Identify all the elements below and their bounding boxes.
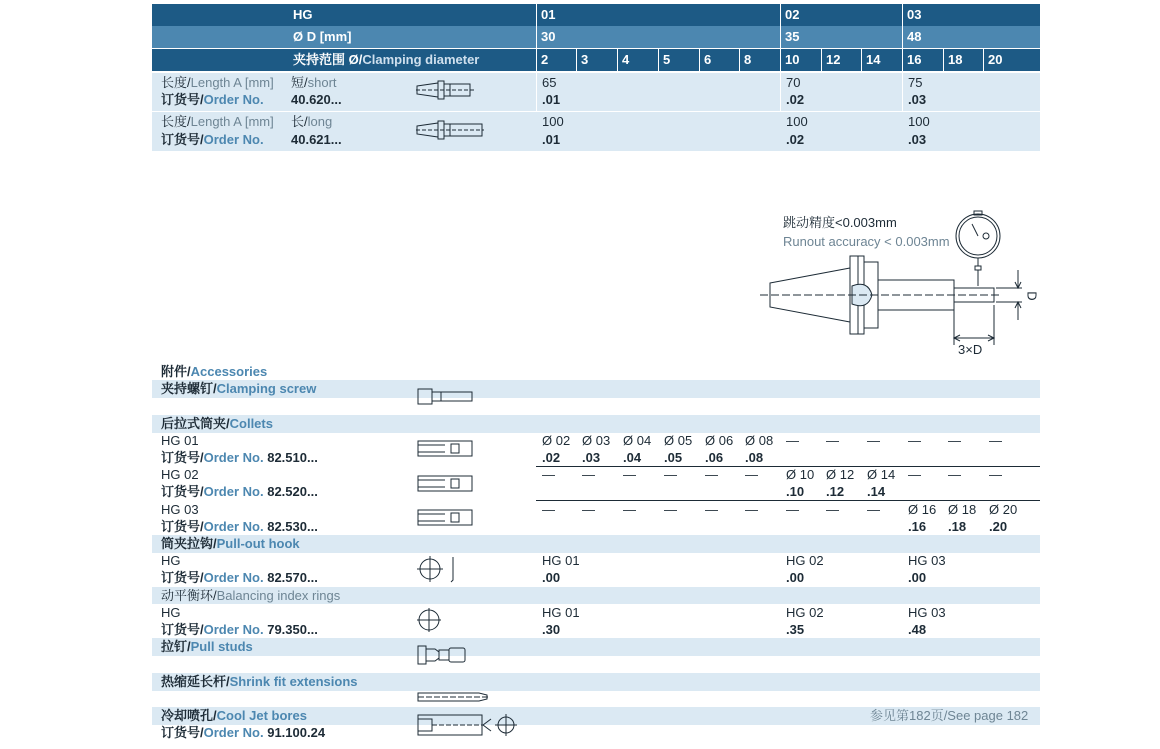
collet-suf: .03 bbox=[582, 450, 601, 465]
pull-studs-title: 拉钉/Pull studs bbox=[161, 639, 253, 654]
row-short-order-no: 40.620... bbox=[291, 92, 342, 107]
collet-suf: .10 bbox=[786, 484, 805, 499]
clamp-dia: 5 bbox=[663, 52, 671, 67]
clamp-dia: 10 bbox=[785, 52, 800, 67]
row-long-length-01: 100 bbox=[542, 114, 564, 129]
row-short-suffix-02: .02 bbox=[786, 92, 805, 107]
see-page-note: 参见第182页/See page 182 bbox=[870, 708, 1029, 723]
collet-suf: .05 bbox=[664, 450, 683, 465]
collet-hg02-icon bbox=[417, 475, 477, 493]
row-short-suffix-03: .03 bbox=[908, 92, 927, 107]
collet-suf: .18 bbox=[948, 519, 967, 534]
long-holder-icon bbox=[416, 118, 486, 142]
collet-dash: — bbox=[664, 467, 677, 482]
collet-dash: — bbox=[948, 433, 961, 448]
dim-d-label: D bbox=[1024, 291, 1040, 301]
row-long-suffix-02: .02 bbox=[786, 132, 805, 147]
cool-order: 订货号/Order No. 91.100.24 bbox=[161, 725, 326, 740]
collet-suf: .16 bbox=[908, 519, 927, 534]
collet-dash: — bbox=[582, 467, 595, 482]
diameter-label: Ø D [mm] bbox=[293, 29, 352, 44]
pullout-order: 订货号/Order No. 82.570... bbox=[161, 570, 318, 585]
collet-dash: — bbox=[786, 433, 799, 448]
balancing-ring-icon bbox=[417, 608, 443, 634]
clamp-dia: 4 bbox=[622, 52, 630, 67]
diameter-col-03: 48 bbox=[907, 29, 922, 44]
collet-hg03-name: HG 03 bbox=[161, 502, 199, 517]
clamp-dia: 3 bbox=[581, 52, 589, 67]
collet-hg01-icon bbox=[417, 440, 477, 458]
diameter-col-01: 30 bbox=[541, 29, 556, 44]
collet-hg03-order: 订货号/Order No. 82.530... bbox=[161, 519, 318, 534]
collet-dash: — bbox=[542, 502, 555, 517]
collet-suf: .08 bbox=[745, 450, 764, 465]
collet-dash: — bbox=[826, 502, 839, 517]
row-short-length-03: 75 bbox=[908, 75, 923, 90]
collet-dia: Ø 03 bbox=[582, 433, 611, 448]
collet-dash: — bbox=[948, 467, 961, 482]
collet-hg01-order: 订货号/Order No. 82.510... bbox=[161, 450, 318, 465]
pull-stud-icon bbox=[417, 645, 469, 667]
collets-bar bbox=[152, 415, 1040, 433]
collet-dash: — bbox=[908, 467, 921, 482]
collet-dia: Ø 04 bbox=[623, 433, 652, 448]
row-short-suffix-01: .01 bbox=[542, 92, 561, 107]
runout-cn: 跳动精度<0.003mm bbox=[783, 215, 897, 230]
collet-dash: — bbox=[623, 467, 636, 482]
row-long-length-02: 100 bbox=[786, 114, 808, 129]
diameter-col-02: 35 bbox=[785, 29, 800, 44]
balancing-title: 动平衡环/Balancing index rings bbox=[161, 588, 341, 603]
accessories-title: 附件/Accessories bbox=[161, 364, 268, 379]
clamp-dia: 20 bbox=[988, 52, 1003, 67]
pullout-suf-02: .00 bbox=[786, 570, 805, 585]
collet-dia: Ø 14 bbox=[867, 467, 896, 482]
clamping-screw-title: 夹持螺钉/Clamping screw bbox=[161, 381, 317, 396]
pullout-label-01: HG 01 bbox=[542, 553, 580, 568]
clamping-label: 夹持范围 Ø/Clamping diameter bbox=[293, 52, 480, 67]
collet-hg02-name: HG 02 bbox=[161, 467, 199, 482]
collet-dash: — bbox=[542, 467, 555, 482]
collet-dia: Ø 16 bbox=[908, 502, 937, 517]
pullout-name: HG bbox=[161, 553, 181, 568]
balancing-label-02: HG 02 bbox=[786, 605, 824, 620]
short-holder-icon bbox=[416, 78, 476, 102]
collet-dia: Ø 02 bbox=[542, 433, 571, 448]
collet-dash: — bbox=[786, 502, 799, 517]
hg-col-02: 02 bbox=[785, 7, 800, 22]
balancing-name: HG bbox=[161, 605, 181, 620]
balancing-suf-03: .48 bbox=[908, 622, 927, 637]
collet-suf: .12 bbox=[826, 484, 845, 499]
clamp-dia: 8 bbox=[744, 52, 752, 67]
pullout-title: 筒夹拉钩/Pull-out hook bbox=[161, 536, 300, 551]
clamp-dia: 16 bbox=[907, 52, 922, 67]
collet-suf: .04 bbox=[623, 450, 642, 465]
collet-hg02-order: 订货号/Order No. 82.520... bbox=[161, 484, 318, 499]
row-long-order-no: 40.621... bbox=[291, 132, 342, 147]
shrink-extension-icon bbox=[417, 691, 491, 703]
header-row-clamping bbox=[152, 49, 1040, 71]
pullout-label-03: HG 03 bbox=[908, 553, 946, 568]
row-short-band bbox=[152, 73, 1040, 111]
header-row-diameter bbox=[152, 26, 1040, 48]
collet-dash: — bbox=[664, 502, 677, 517]
collet-dash: — bbox=[867, 433, 880, 448]
balancing-suf-02: .35 bbox=[786, 622, 805, 637]
collet-dia: Ø 18 bbox=[948, 502, 977, 517]
collet-hg01-name: HG 01 bbox=[161, 433, 199, 448]
clamp-dia: 18 bbox=[948, 52, 963, 67]
pullout-suf-03: .00 bbox=[908, 570, 927, 585]
collet-dash: — bbox=[705, 467, 718, 482]
clamp-dia: 14 bbox=[866, 52, 881, 67]
clamp-dia: 6 bbox=[704, 52, 712, 67]
hg-label: HG bbox=[293, 7, 313, 22]
collet-dia: Ø 10 bbox=[786, 467, 815, 482]
collet-dash: — bbox=[867, 502, 880, 517]
row-long-suffix-03: .03 bbox=[908, 132, 927, 147]
balancing-label-03: HG 03 bbox=[908, 605, 946, 620]
collet-dash: — bbox=[745, 502, 758, 517]
collet-dash: — bbox=[826, 433, 839, 448]
collet-dash: — bbox=[705, 502, 718, 517]
balancing-label-01: HG 01 bbox=[542, 605, 580, 620]
balancing-suf-01: .30 bbox=[542, 622, 561, 637]
collet-dash: — bbox=[582, 502, 595, 517]
clamp-dia: 2 bbox=[541, 52, 549, 67]
shrink-title: 热缩延长杆/Shrink fit extensions bbox=[161, 674, 358, 689]
collet-suf: .02 bbox=[542, 450, 561, 465]
collet-dash: — bbox=[908, 433, 921, 448]
row-long-suffix-01: .01 bbox=[542, 132, 561, 147]
row-long-length-label: 长度/Length A [mm] bbox=[161, 114, 274, 129]
balancing-order: 订货号/Order No. 79.350... bbox=[161, 622, 318, 637]
row-short-order-label: 订货号/Order No. bbox=[161, 92, 264, 107]
collet-dash: — bbox=[989, 433, 1002, 448]
collet-hg03-icon bbox=[417, 509, 477, 527]
hg-col-01: 01 bbox=[541, 7, 556, 22]
collet-dia: Ø 05 bbox=[664, 433, 693, 448]
cool-title: 冷却喷孔/Cool Jet bores bbox=[161, 708, 307, 723]
cool-jet-icon bbox=[417, 713, 521, 739]
pull-studs-bar bbox=[152, 638, 1040, 656]
row-long-order-label: 订货号/Order No. bbox=[161, 132, 264, 147]
row-short-length-label: 长度/Length A [mm] bbox=[161, 75, 274, 90]
dim-3d-label: 3×D bbox=[958, 342, 983, 357]
collet-dia: Ø 08 bbox=[745, 433, 774, 448]
collet-dia: Ø 12 bbox=[826, 467, 855, 482]
hg-col-03: 03 bbox=[907, 7, 922, 22]
runout-diagram bbox=[760, 210, 1050, 360]
row-long-band bbox=[152, 112, 1040, 151]
pullout-suf-01: .00 bbox=[542, 570, 561, 585]
collet-dia: Ø 06 bbox=[705, 433, 734, 448]
collet-dash: — bbox=[989, 467, 1002, 482]
pullout-hook-icon bbox=[417, 556, 461, 584]
clamping-screw-icon bbox=[417, 388, 475, 406]
row-long-type: 长/long bbox=[291, 114, 333, 129]
collet-suf: .14 bbox=[867, 484, 886, 499]
row-long-length-03: 100 bbox=[908, 114, 930, 129]
collet-dia: Ø 20 bbox=[989, 502, 1018, 517]
row-short-type: 短/short bbox=[291, 75, 337, 90]
row-short-length-01: 65 bbox=[542, 75, 557, 90]
row-short-length-02: 70 bbox=[786, 75, 801, 90]
collets-title: 后拉式筒夹/Collets bbox=[161, 416, 273, 431]
header-row-hg bbox=[152, 4, 1040, 26]
clamp-dia: 12 bbox=[826, 52, 841, 67]
collet-suf: .06 bbox=[705, 450, 724, 465]
runout-en: Runout accuracy < 0.003mm bbox=[783, 234, 950, 249]
collet-suf: .20 bbox=[989, 519, 1008, 534]
collet-dash: — bbox=[623, 502, 636, 517]
pullout-label-02: HG 02 bbox=[786, 553, 824, 568]
collet-dash: — bbox=[745, 467, 758, 482]
